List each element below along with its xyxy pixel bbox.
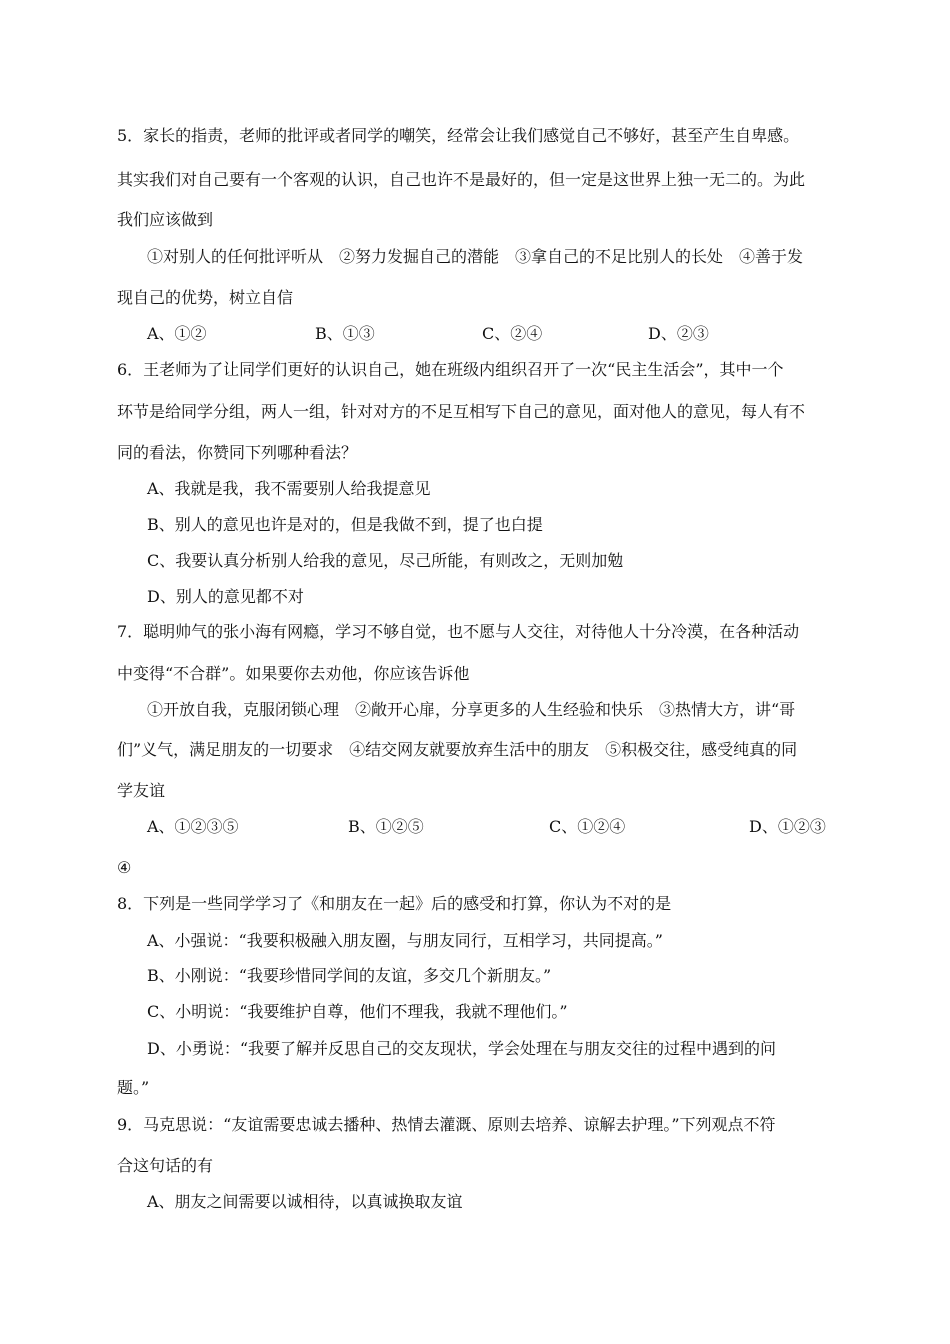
q7-option-d: D、①②③ (749, 817, 826, 836)
q5-option-b: B、①③ (315, 324, 375, 343)
q7-items-line-3: 学友谊 (117, 781, 166, 800)
q8-stem-line-1: 8．下列是一些同学学习了《和朋友在一起》后的感受和打算，你认为不对的是 (117, 894, 672, 913)
q5-option-a: A、①② (147, 324, 207, 343)
q8-option-b: B、小刚说：“我要珍惜同学间的友谊，多交几个新朋友。” (147, 966, 552, 985)
q8-option-d-line-2: 题。” (117, 1078, 150, 1097)
q9-stem-line-1: 9．马克思说：“友谊需要忠诚去播种、热情去灌溉、原则去培养、谅解去护理。”下列观点不符 (117, 1115, 776, 1134)
q8-option-a: A、小强说：“我要积极融入朋友圈，与朋友同行，互相学习，共同提高。” (147, 931, 663, 950)
q7-option-d-wrap: ④ (117, 858, 132, 877)
q6-stem-line-2: 环节是给同学分组，两人一组，针对对方的不足互相写下自己的意见，面对他人的意见，每人有不 (117, 402, 806, 421)
q5-items-line-2: 现自己的优势，树立自信 (117, 288, 294, 307)
q7-items-line-1: ①开放自我，克服闭锁心理 ②敞开心扉，分享更多的人生经验和快乐 ③热情大方，讲“哥 (147, 700, 796, 719)
q5-items-line-1: ①对别人的任何批评听从 ②努力发掘自己的潜能 ③拿自己的不足比别人的长处 ④善于发 (147, 247, 804, 266)
q5-stem-line-3: 我们应该做到 (117, 210, 214, 229)
q8-option-d-line-1: D、小勇说：“我要了解并反思自己的交友现状，学会处理在与朋友交往的过程中遇到的问 (147, 1039, 777, 1058)
q6-stem-line-1: 6．王老师为了让同学们更好的认识自己，她在班级内组织召开了一次“民主生活会”，其中一个 (117, 360, 784, 379)
q7-option-b: B、①②⑤ (348, 817, 424, 836)
q5-stem-line-1: 5．家长的指责，老师的批评或者同学的嘲笑，经常会让我们感觉自己不够好，甚至产生自卑感。 (117, 126, 800, 145)
q6-option-c: C、我要认真分析别人给我的意见，尽己所能，有则改之，无则加勉 (147, 551, 624, 570)
q6-option-b: B、别人的意见也许是对的，但是我做不到，提了也白提 (147, 515, 543, 534)
q6-option-d: D、别人的意见都不对 (147, 587, 304, 606)
q7-option-a: A、①②③⑤ (147, 817, 239, 836)
q9-option-a: A、朋友之间需要以诚相待，以真诚换取友谊 (147, 1192, 463, 1211)
q7-stem-line-1: 7．聪明帅气的张小海有网瘾，学习不够自觉，也不愿与人交往，对待他人十分冷漠，在各种活动 (117, 622, 800, 641)
q6-stem-line-3: 同的看法，你赞同下列哪种看法？ (117, 443, 358, 462)
q5-option-c: C、②④ (482, 324, 543, 343)
q9-stem-line-2: 合这句话的有 (117, 1156, 214, 1175)
q7-option-c: C、①②④ (549, 817, 626, 836)
q5-option-d: D、②③ (648, 324, 709, 343)
q6-option-a: A、我就是我，我不需要别人给我提意见 (147, 479, 431, 498)
q7-items-line-2: 们”义气，满足朋友的一切要求 ④结交网友就要放弃生活中的朋友 ⑤积极交往，感受纯真的同 (117, 740, 798, 759)
q8-option-c: C、小明说：“我要维护自尊，他们不理我，我就不理他们。” (147, 1002, 568, 1021)
q5-stem-line-2: 其实我们对自己要有一个客观的认识，自己也许不是最好的，但一定是这世界上独一无二的。为此 (117, 170, 806, 189)
q7-stem-line-2: 中变得“不合群”。如果要你去劝他，你应该告诉他 (117, 664, 470, 683)
